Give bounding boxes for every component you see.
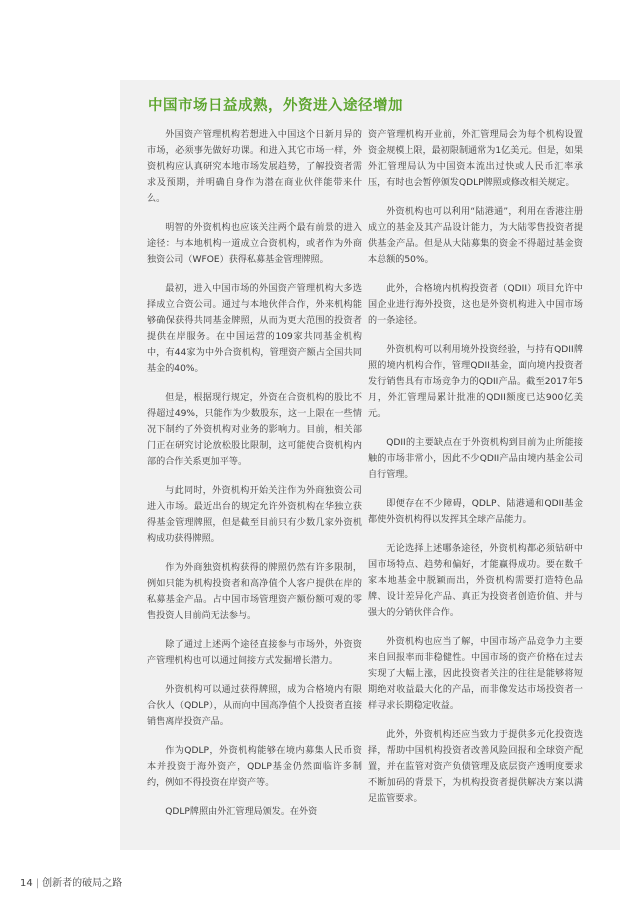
paragraph: 明智的外资机构也应该关注两个最有前景的进入途径：与本地机构一道成立合资机构，或者作为外商独资公司（WFOE）获得私募基金管理牌照。 — [147, 223, 362, 265]
section-heading: 中国市场日益成熟，外资进入途径增加 — [148, 98, 403, 114]
right-column — [368, 127, 583, 820]
paragraph: 最初，进入中国市场的外国资产管理机构大多选择成立合资公司。通过与本地伙伴合作，外来机构能够确保获得共同基金牌照，从而为更大范围的投资者提供在岸服务。在中国运营的109家共同基金机构中，有44家为中外合资机构，管理资产额占全国共同基金的40%。 — [147, 284, 362, 374]
paragraph: 外资机构也应当了解，中国市场产品竞争力主要来自回报率而非稳健性。中国市场的资产价格在过去实现了大幅上涨，因此投资者关注的往往是能够将短期绝对收益最大化的产品，而非像发达市场投资者一样寻求长期稳定收益。 — [368, 637, 583, 711]
paragraph: 外资机构也可以利用“陆港通”，利用在香港注册成立的基金及其产品设计能力，为大陆零售投资者提供基金产品。但是从大陆募集的资金不得超过基金资本总额的50%。 — [368, 207, 583, 265]
page-footer — [20, 874, 122, 889]
paragraph: 即便存在不少障碍，QDLP、陆港通和QDII基金都使外资机构得以发挥其全球产品能力。 — [368, 499, 583, 525]
footer-separator: | — [35, 878, 40, 889]
paragraph: 无论选择上述哪条途径，外资机构都必须钻研中国市场特点、趋势和偏好，才能赢得成功。要在数千家本地基金中脱颖而出，外资机构需要打造特色品牌、设计差异化产品、真正为投资者创造价值、并与强大的分销伙伴合作。 — [368, 544, 583, 618]
page-number: 14 — [20, 878, 33, 889]
paragraph: QDII的主要缺点在于外资机构到目前为止所能接触的市场非常小，因此不少QDII产品由境内基金公司自行管理。 — [368, 438, 583, 480]
paragraph: 作为QDLP，外资机构能够在境内募集人民币资本并投资于海外资产，QDLP基金仍然面临许多制约，例如不得投资在岸资产等。 — [147, 746, 362, 788]
paragraph: 资产管理机构开业前，外汇管理局会为每个机构设置资金规模上限，最初限制通常为1亿美元。但是，如果外汇管理局认为中国资本流出过快或人民币汇率承压，有时也会暂停颁发QDLP牌照或修改相关规定。 — [368, 130, 583, 188]
paragraph: 外资机构可以利用境外投资经验，与持有QDII牌照的境内机构合作，管理QDII基金，面向境内投资者发行销售具有市场竞争力的QDII产品。截至2017年5月，外汇管理局累计批准的QDII额度已达900亿美元。 — [368, 345, 583, 419]
paragraph: 作为外商独资机构获得的牌照仍然有许多限制，例如只能为机构投资者和高净值个人客户提供在岸的私募基金产品。占中国市场管理资产额份额可观的零售投资人目前尚无法参与。 — [147, 563, 362, 621]
paragraph: 此外，外资机构还应当致力于提供多元化投资选择，帮助中国机构投资者改善风险回报和全球资产配置，并在监管对资产负债管理及底层资产透明度要求不断加码的背景下，为机构投资者提供解决方案以满足监管要求。 — [368, 730, 583, 804]
paragraph: 外资机构可以通过获得牌照，成为合格境内有限合伙人（QDLP），从而向中国高净值个人投资者直接销售离岸投资产品。 — [147, 685, 362, 727]
paragraph: 此外，合格境内机构投资者（QDII）项目允许中国企业进行海外投资，这也是外资机构进入中国市场的一条途径。 — [368, 284, 583, 326]
paragraph: 但是，根据现行规定，外资在合资机构的股比不得超过49%，只能作为少数股东，这一上限在一些情况下制约了外资机构对业务的影响力。目前，相关部门正在研究讨论放松股比限制，这可能使合资机构内部的合作关系更加平等。 — [147, 393, 362, 467]
paragraph: QDLP牌照由外汇管理局颁发。在外资 — [165, 807, 318, 817]
left-column — [147, 127, 362, 833]
paragraph: 除了通过上述两个途径直接参与市场外，外资资产管理机构也可以通过间接方式发掘增长潜力。 — [147, 640, 362, 666]
paragraph: 外国资产管理机构若想进入中国这个日新月异的市场，必须事先做好功课。和进入其它市场一样，外资机构应认真研究本地市场发展趋势，了解投资者需求及预期，并明确自身作为潜在商业伙伴能带来什么。 — [147, 130, 362, 204]
publication-title: 创新者的破局之路 — [42, 878, 123, 889]
paragraph: 与此同时，外资机构开始关注作为外商独资公司进入市场。最近出台的规定允许外资机构在华独立获得基金管理牌照，但是截至目前只有少数几家外资机构成功获得牌照。 — [147, 486, 362, 544]
